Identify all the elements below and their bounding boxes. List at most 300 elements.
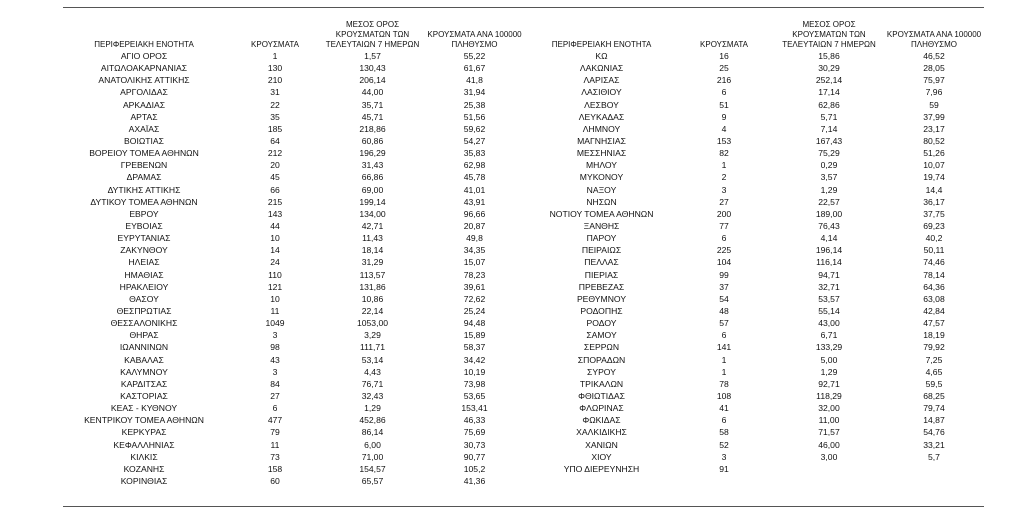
avg7-cell: 66,86 — [361, 172, 384, 183]
table-row — [63, 256, 529, 268]
avg7-cell: 3,29 — [364, 330, 381, 341]
region-cell: ΠΕΙΡΑΙΩΣ — [581, 245, 622, 256]
region-cell: ΠΡΕΒΕΖΑΣ — [578, 281, 625, 292]
per100k-cell: 59 — [929, 99, 939, 110]
per100k-cell: 75,97 — [923, 75, 945, 86]
region-cell: ΣΕΡΡΩΝ — [583, 342, 620, 353]
region-cell: ΑΡΓΟΛΙΔΑΣ — [120, 87, 168, 98]
avg7-cell: 196,14 — [815, 245, 843, 256]
table-row — [63, 123, 529, 135]
table-row — [63, 426, 529, 438]
table-row — [529, 378, 984, 390]
avg7-cell: 45,71 — [361, 111, 384, 122]
cases-cell: 3 — [272, 330, 278, 341]
region-cell: ΘΑΣΟΥ — [129, 293, 159, 304]
per100k-cell: 80,52 — [923, 135, 945, 146]
table-row — [529, 426, 984, 438]
avg7-cell: 206,14 — [359, 75, 386, 86]
cases-cell: 210 — [267, 75, 283, 86]
avg7-cell: 22,14 — [361, 305, 384, 316]
table-row — [529, 305, 984, 317]
bottom-rule — [63, 506, 984, 507]
cases-cell: 10 — [270, 233, 280, 244]
per100k-cell: 31,94 — [463, 87, 486, 98]
cases-cell: 200 — [716, 208, 732, 219]
region-cell: ΛΑΡΙΣΑΣ — [583, 75, 620, 86]
region-cell: ΑΝΑΤΟΛΙΚΗΣ ΑΤΤΙΚΗΣ — [98, 75, 190, 86]
table-row — [63, 366, 529, 378]
per100k-cell: 105,2 — [463, 463, 486, 474]
avg7-cell: 4,14 — [820, 233, 838, 244]
cases-cell: 73 — [270, 451, 280, 462]
avg7-cell: 1053,00 — [356, 318, 389, 329]
avg7-cell: 35,71 — [361, 99, 384, 110]
avg7-cell: 154,57 — [359, 463, 386, 474]
table-row — [529, 111, 984, 123]
per100k-cell: 73,98 — [463, 378, 486, 389]
cases-cell: 1 — [272, 51, 278, 61]
cases-cell: 27 — [270, 390, 280, 401]
cases-cell: 216 — [716, 75, 732, 86]
region-cell: ΤΡΙΚΑΛΩΝ — [579, 378, 624, 389]
per100k-cell: 37,75 — [923, 208, 945, 219]
region-cell: ΘΕΣΣΑΛΟΝΙΚΗΣ — [110, 318, 178, 329]
table-row — [63, 208, 529, 220]
cases-cell: 1 — [721, 160, 727, 171]
per100k-cell: 68,25 — [923, 390, 945, 401]
avg7-cell: 32,00 — [818, 403, 840, 414]
cases-cell: 84 — [270, 378, 280, 389]
cases-cell: 91 — [719, 463, 729, 474]
cases-cell: 22 — [270, 99, 280, 110]
table-row — [529, 171, 984, 183]
per100k-cell: 34,42 — [463, 354, 486, 365]
region-cell: ΘΕΣΠΡΩΤΙΑΣ — [116, 305, 172, 316]
avg7-cell: 133,29 — [815, 342, 843, 353]
per100k-cell: 79,74 — [923, 403, 945, 414]
table-row — [63, 281, 529, 293]
cases-cell: 57 — [719, 318, 729, 329]
cases-cell: 108 — [716, 390, 732, 401]
region-cell: ΥΠΟ ΔΙΕΡΕΥΝΗΣΗ — [563, 463, 640, 474]
region-cell: ΓΡΕΒΕΝΩΝ — [120, 160, 168, 171]
header-cases: ΚΡΟΥΣΜΑΤΑ — [700, 40, 748, 49]
table-row — [529, 184, 984, 196]
region-cell: ΚΕΝΤΡΙΚΟΥ ΤΟΜΕΑ ΑΘΗΝΩΝ — [84, 415, 204, 426]
table-row — [63, 451, 529, 463]
avg7-cell: 3,00 — [820, 451, 838, 462]
per100k-cell: 45,78 — [463, 172, 486, 183]
cases-cell: 77 — [719, 220, 729, 231]
region-cell: ΠΕΛΛΑΣ — [584, 257, 619, 268]
cases-cell: 11 — [270, 439, 280, 450]
region-cell: ΛΗΜΝΟΥ — [582, 123, 621, 134]
table-row — [529, 123, 984, 135]
per100k-cell: 41,01 — [463, 184, 486, 195]
cases-cell: 52 — [719, 439, 729, 450]
region-cell: ΝΑΞΟΥ — [586, 184, 617, 195]
table-row — [529, 329, 984, 341]
region-cell: ΣΠΟΡΑΔΩΝ — [577, 354, 626, 365]
per100k-cell: 58,37 — [463, 342, 486, 353]
per100k-cell: 72,62 — [463, 293, 486, 304]
region-cell: ΡΕΘΥΜΝΟΥ — [576, 293, 627, 304]
region-cell: ΕΒΡΟΥ — [129, 208, 159, 219]
table-row — [63, 196, 529, 208]
avg7-cell: 76,71 — [361, 378, 384, 389]
per100k-cell: 50,11 — [923, 245, 945, 256]
avg7-cell: 71,00 — [361, 451, 384, 462]
region-cell: ΑΡΚΑΔΙΑΣ — [122, 99, 166, 110]
table-row — [529, 244, 984, 256]
per100k-cell: 74,46 — [923, 257, 945, 268]
avg7-cell: 62,86 — [818, 99, 840, 110]
left-table-header — [63, 12, 529, 50]
avg7-cell: 60,86 — [361, 135, 384, 146]
region-cell: ΛΕΥΚΑΔΑΣ — [578, 111, 625, 122]
region-cell: ΗΡΑΚΛΕΙΟΥ — [119, 281, 169, 292]
per100k-cell: 96,66 — [463, 208, 486, 219]
region-cell: ΑΧΑΪΑΣ — [128, 123, 160, 134]
region-cell: ΛΑΣΙΘΙΟΥ — [581, 87, 622, 98]
table-row — [63, 439, 529, 451]
cases-cell: 1049 — [265, 318, 285, 329]
per100k-cell: 90,77 — [463, 451, 486, 462]
per100k-cell: 46,52 — [923, 51, 945, 61]
top-rule — [63, 7, 984, 8]
avg7-cell: 1,57 — [364, 51, 381, 61]
table-row — [63, 390, 529, 402]
table-row — [529, 147, 984, 159]
table-row — [529, 74, 984, 86]
avg7-cell: 118,29 — [816, 390, 842, 401]
table-row — [63, 220, 529, 232]
region-cell: ΜΗΛΟΥ — [585, 160, 618, 171]
cases-cell: 14 — [270, 245, 280, 256]
table-row — [529, 366, 984, 378]
table-row — [63, 62, 529, 74]
per100k-cell: 69,23 — [923, 220, 945, 231]
region-cell: ΕΥΡΥΤΑΝΙΑΣ — [117, 233, 171, 244]
region-cell: ΕΥΒΟΙΑΣ — [125, 220, 163, 231]
per100k-cell: 7,25 — [925, 354, 943, 365]
region-cell: ΞΑΝΘΗΣ — [583, 220, 620, 231]
per100k-cell: 54,27 — [463, 135, 486, 146]
table-row — [529, 232, 984, 244]
cases-cell: 110 — [268, 269, 282, 280]
table-row — [63, 354, 529, 366]
region-cell: ΚΑΒΑΛΑΣ — [124, 354, 164, 365]
cases-cell: 31 — [270, 87, 280, 98]
region-cell: ΚΕΑΣ - ΚΥΘΝΟΥ — [110, 403, 178, 414]
per100k-cell: 41,36 — [463, 475, 486, 486]
table-row — [63, 317, 529, 329]
avg7-cell: 5,71 — [820, 111, 838, 122]
avg7-cell: 44,00 — [361, 87, 384, 98]
region-cell: ΝΗΣΩΝ — [586, 196, 617, 207]
cases-cell: 99 — [719, 269, 729, 280]
right-table-header — [529, 12, 984, 50]
table-row — [63, 305, 529, 317]
avg7-cell: 452,86 — [359, 415, 386, 426]
per100k-cell: 5,7 — [928, 451, 940, 462]
table-row — [63, 341, 529, 353]
per100k-cell: 51,56 — [463, 111, 486, 122]
region-cell: ΦΘΙΩΤΙΔΑΣ — [578, 390, 625, 401]
cases-cell: 60 — [270, 475, 280, 486]
table-row — [63, 414, 529, 426]
table-row — [529, 86, 984, 98]
cases-cell: 225 — [716, 245, 732, 256]
region-cell: ΣΑΜΟΥ — [586, 330, 617, 341]
avg7-cell: 22,57 — [818, 196, 840, 207]
table-row — [63, 475, 529, 487]
region-cell: ΚΟΖΑΝΗΣ — [123, 463, 165, 474]
region-cell: ΔΡΑΜΑΣ — [126, 172, 162, 183]
cases-cell: 37 — [719, 281, 729, 292]
avg7-cell: 46,00 — [818, 439, 840, 450]
table-row — [63, 293, 529, 305]
cases-cell: 2 — [721, 172, 727, 183]
avg7-cell: 76,43 — [818, 220, 840, 231]
table-row — [63, 232, 529, 244]
avg7-cell: 7,14 — [820, 123, 838, 134]
table-row — [63, 86, 529, 98]
table-row — [529, 451, 984, 463]
avg7-cell: 92,71 — [818, 378, 840, 389]
cases-cell: 153 — [716, 135, 732, 146]
per100k-cell: 25,38 — [463, 99, 486, 110]
cases-cell: 212 — [267, 148, 283, 159]
region-cell: ΧΑΝΙΩΝ — [585, 439, 618, 450]
table-row — [529, 414, 984, 426]
per100k-cell: 10,07 — [923, 160, 945, 171]
cases-cell: 64 — [270, 135, 280, 146]
avg7-cell: 30,29 — [818, 63, 840, 74]
cases-cell: 51 — [719, 99, 729, 110]
cases-cell: 1 — [721, 354, 727, 365]
per100k-cell: 10,19 — [463, 366, 486, 377]
per100k-cell: 20,87 — [463, 220, 486, 231]
avg7-cell: 218,86 — [359, 123, 386, 134]
cases-cell: 16 — [719, 51, 729, 61]
avg7-cell: 196,29 — [359, 148, 386, 159]
cases-cell: 143 — [267, 208, 283, 219]
per100k-cell: 40,2 — [925, 233, 943, 244]
region-cell: ΡΟΔΟΥ — [586, 318, 617, 329]
per100k-cell: 35,83 — [463, 148, 486, 159]
region-cell: ΡΟΔΟΠΗΣ — [580, 305, 623, 316]
avg7-cell: 130,43 — [359, 63, 386, 74]
cases-cell: 78 — [719, 378, 729, 389]
table-row — [529, 208, 984, 220]
per100k-cell: 63,08 — [923, 293, 945, 304]
cases-cell: 58 — [719, 427, 729, 438]
region-cell: ΣΥΡΟΥ — [587, 366, 616, 377]
region-cell: ΠΑΡΟΥ — [586, 233, 617, 244]
region-cell: ΖΑΚΥΝΘΟΥ — [120, 245, 168, 256]
cases-cell: 24 — [270, 257, 280, 268]
right-table — [529, 12, 984, 475]
region-cell: ΑΓΙΟ ΟΡΟΣ — [120, 51, 168, 61]
avg7-cell: 17,14 — [818, 87, 840, 98]
region-cell: ΜΑΓΝΗΣΙΑΣ — [577, 135, 626, 146]
per100k-cell: 53,65 — [463, 390, 486, 401]
cases-cell: 98 — [270, 342, 280, 353]
avg7-cell: 42,71 — [361, 220, 384, 231]
region-cell: ΛΑΚΩΝΙΑΣ — [579, 63, 624, 74]
cases-cell: 6 — [721, 87, 727, 98]
cases-cell: 27 — [719, 196, 729, 207]
header-7day-average: ΜΕΣΟΣ ΟΡΟΣ ΚΡΟΥΣΜΑΤΩΝ ΤΩΝ ΤΕΛΕΥΤΑΙΩΝ 7 ΗΜΕΡΩΝ — [782, 20, 876, 49]
region-cell: ΒΟΡΕΙΟΥ ΤΟΜΕΑ ΑΘΗΝΩΝ — [89, 148, 199, 159]
per100k-cell: 14,4 — [925, 184, 943, 195]
table-row — [529, 390, 984, 402]
cases-cell: 11 — [270, 305, 280, 316]
table-row — [529, 439, 984, 451]
cases-cell: 3 — [721, 184, 727, 195]
table-row — [529, 256, 984, 268]
per100k-cell: 46,33 — [463, 415, 486, 426]
cases-cell: 6 — [721, 330, 727, 341]
per100k-cell: 61,67 — [463, 63, 486, 74]
table-row — [529, 402, 984, 414]
cases-cell: 6 — [721, 415, 727, 426]
table-row — [529, 341, 984, 353]
cases-cell: 79 — [270, 427, 280, 438]
table-row — [529, 135, 984, 147]
avg7-cell: 167,43 — [815, 135, 843, 146]
avg7-cell: 1,29 — [820, 184, 838, 195]
cases-cell: 4 — [721, 123, 727, 134]
region-cell: ΙΩΑΝΝΙΝΩΝ — [119, 342, 169, 353]
table-row — [63, 147, 529, 159]
per100k-cell: 62,98 — [463, 160, 486, 171]
per100k-cell: 55,22 — [463, 51, 486, 61]
avg7-cell: 113,57 — [359, 269, 386, 280]
avg7-cell: 1,29 — [820, 366, 838, 377]
avg7-cell: 31,29 — [361, 257, 384, 268]
per100k-cell: 94,48 — [463, 318, 486, 329]
per100k-cell: 47,57 — [923, 318, 945, 329]
header-cases-per-100k: ΚΡΟΥΣΜΑΤΑ ΑΝΑ 100000 ΠΛΗΘΥΣΜΟ — [886, 30, 982, 49]
region-cell: ΜΕΣΣΗΝΙΑΣ — [576, 148, 627, 159]
per100k-cell: 34,35 — [463, 245, 486, 256]
avg7-cell: 111,71 — [359, 342, 385, 353]
region-cell: ΔΥΤΙΚΗΣ ΑΤΤΙΚΗΣ — [107, 184, 181, 195]
region-cell: ΝΟΤΙΟΥ ΤΟΜΕΑ ΑΘΗΝΩΝ — [549, 208, 654, 219]
table-row — [529, 269, 984, 281]
left-table-body — [63, 50, 529, 487]
avg7-cell: 4,43 — [364, 366, 381, 377]
avg7-cell: 134,00 — [359, 208, 386, 219]
per100k-cell: 15,89 — [463, 330, 486, 341]
table-row — [529, 99, 984, 111]
region-cell: ΘΗΡΑΣ — [129, 330, 159, 341]
table-row — [63, 244, 529, 256]
table-row — [529, 220, 984, 232]
table-row — [529, 50, 984, 62]
region-cell: ΛΕΣΒΟΥ — [584, 99, 619, 110]
cases-cell: 35 — [270, 111, 280, 122]
cases-cell: 121 — [267, 281, 283, 292]
avg7-cell: 5,00 — [820, 354, 838, 365]
cases-cell: 43 — [270, 354, 280, 365]
per100k-cell: 79,92 — [923, 342, 945, 353]
cases-cell: 6 — [272, 403, 278, 414]
cases-cell: 6 — [721, 233, 727, 244]
region-cell: ΠΙΕΡΙΑΣ — [584, 269, 619, 280]
per100k-cell: 28,05 — [923, 63, 945, 74]
cases-cell: 9 — [721, 111, 727, 122]
avg7-cell: 1,29 — [364, 403, 381, 414]
avg7-cell: 15,86 — [818, 51, 840, 61]
region-cell: ΧΙΟΥ — [591, 451, 612, 462]
table-row — [63, 74, 529, 86]
cases-cell: 3 — [721, 451, 727, 462]
table-row — [63, 329, 529, 341]
cases-cell: 1 — [721, 366, 727, 377]
per100k-cell: 18,19 — [923, 330, 945, 341]
avg7-cell: 94,71 — [818, 269, 840, 280]
region-cell: ΦΛΩΡΙΝΑΣ — [579, 403, 624, 414]
per100k-cell: 33,21 — [923, 439, 945, 450]
region-cell: ΔΥΤΙΚΟΥ ΤΟΜΕΑ ΑΘΗΝΩΝ — [90, 196, 198, 207]
avg7-cell: 18,14 — [361, 245, 384, 256]
avg7-cell: 0,29 — [820, 160, 838, 171]
table-row — [63, 99, 529, 111]
table-row — [529, 463, 984, 475]
header-7day-average: ΜΕΣΟΣ ΟΡΟΣ ΚΡΟΥΣΜΑΤΩΝ ΤΩΝ ΤΕΛΕΥΤΑΙΩΝ 7 ΗΜΕΡΩΝ — [325, 20, 420, 49]
per100k-cell: 25,24 — [463, 305, 486, 316]
avg7-cell: 252,14 — [815, 75, 843, 86]
cases-cell: 215 — [267, 196, 283, 207]
header-cases: ΚΡΟΥΣΜΑΤΑ — [251, 40, 299, 49]
cases-cell: 48 — [719, 305, 729, 316]
avg7-cell: 43,00 — [818, 318, 840, 329]
table-row — [63, 378, 529, 390]
cases-cell: 158 — [267, 463, 283, 474]
cases-cell: 185 — [267, 123, 283, 134]
per100k-cell: 51,26 — [923, 148, 945, 159]
avg7-cell: 65,57 — [361, 475, 384, 486]
avg7-cell: 6,71 — [820, 330, 838, 341]
avg7-cell: 199,14 — [359, 196, 386, 207]
region-cell: ΚΟΡΙΝΘΙΑΣ — [120, 475, 168, 486]
cases-cell: 3 — [272, 366, 278, 377]
table-row — [529, 281, 984, 293]
per100k-cell: 19,74 — [923, 172, 945, 183]
table-row — [63, 50, 529, 62]
per100k-cell: 49,8 — [466, 233, 483, 244]
table-row — [63, 184, 529, 196]
per100k-cell: 42,84 — [923, 305, 945, 316]
per100k-cell: 23,17 — [923, 123, 945, 134]
avg7-cell: 75,29 — [818, 148, 840, 159]
region-cell: ΜΥΚΟΝΟΥ — [579, 172, 624, 183]
cases-cell: 10 — [270, 293, 280, 304]
table-row — [529, 354, 984, 366]
cases-cell: 141 — [716, 342, 732, 353]
cases-cell: 44 — [270, 220, 280, 231]
per100k-cell: 43,91 — [463, 196, 486, 207]
per100k-cell: 153,41 — [461, 403, 488, 414]
cases-cell: 104 — [716, 257, 732, 268]
per100k-cell: 4,65 — [925, 366, 943, 377]
per100k-cell: 59,62 — [463, 123, 486, 134]
header-region: ΠΕΡΙΦΕΡΕΙΑΚΗ ΕΝΟΤΗΤΑ — [551, 40, 652, 49]
avg7-cell: 6,00 — [364, 439, 381, 450]
